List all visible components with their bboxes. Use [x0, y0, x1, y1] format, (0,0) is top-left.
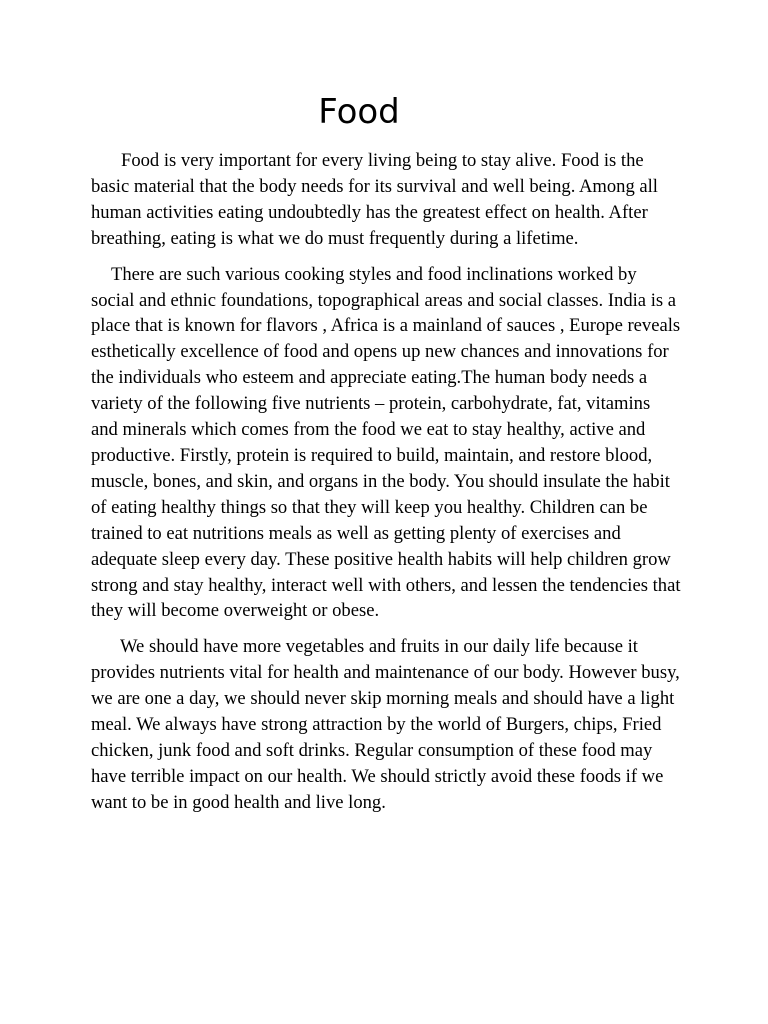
paragraph-healthy-eating: We should have more vegetables and fruits in our daily life because it provides nutrients vital for health and maintenance of our body. However busy, we are one a day, we should never skip morning meals and should have a light meal. We always have strong attraction by the world of Burgers, chips, Fried chicken, junk food and soft drinks. Regular consumption of these food may have terrible impact on our health. We should strictly avoid these foods if we want to be in good health and live long. [91, 636, 680, 813]
paragraph-cooking-styles: There are such various cooking styles and food inclinations worked by social and ethnic foundations, topographical areas and social classes. India is a place that is known for flavors , Africa is a mainland of sauces , Europe reveals esthetically excellence of food and opens up new chances and innovations for the individuals who esteem and appreciate eating.The human body needs a variety of the following five nutrients – protein, carbohydrate, fat, vitamins and minerals which comes from the food we eat to stay healthy, active and productive. Firstly, protein is required to build, maintain, and restore blood, muscle, bones, and skin, and organs in the body. You should insulate the habit of eating healthy things so that they will keep you healthy. Children can be trained to eat nutritions meals as well as getting plenty of exercises and adequate sleep every day. These positive health habits will help children grow strong and stay healthy, interact well with others, and lessen the tendencies that they will become overweight or obese. [91, 263, 681, 622]
document-body [91, 148, 681, 826]
paragraph-intro: Food is very important for every living being to stay alive. Food is the basic material that the body needs for its survival and well being. Among all human activities eating undoubtedly has the greatest effect on health. After breathing, eating is what we do must frequently during a lifetime. [91, 150, 658, 249]
document-title: Food [318, 92, 400, 132]
